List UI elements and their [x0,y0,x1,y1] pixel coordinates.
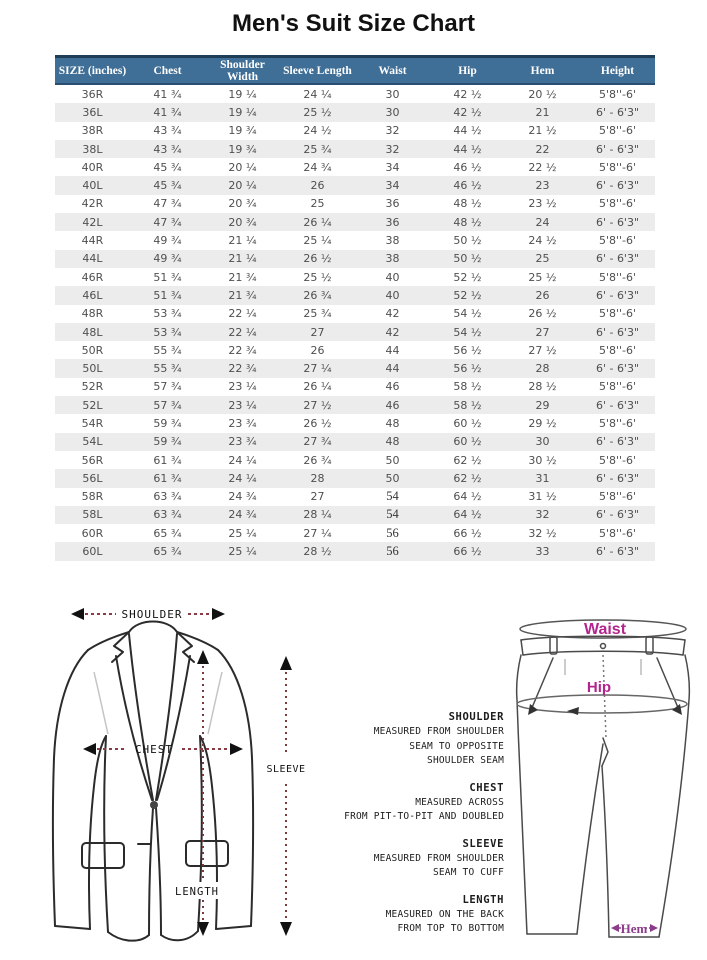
hip-label: Hip [586,679,612,696]
table-cell: 52R [81,380,104,394]
table-cell: 44L [55,250,130,268]
table-cell: 26 ½ [280,250,355,268]
table-cell: 6' - 6'3" [580,103,655,121]
table-cell: 48 [355,433,430,451]
table-cell: 66 ½ [430,542,505,560]
jacket-button [150,801,158,809]
table-cell: 49 ¾ [130,250,205,268]
table-cell: 26 ½ [528,307,557,321]
table-cell: 30 [385,87,400,101]
table-cell: 30 [505,433,580,451]
definition-line: MEASURED FROM SHOULDER [373,852,504,864]
table-cell: 20 ½ [528,87,557,101]
header-row [55,57,655,85]
table-cell: 56 ½ [430,359,505,377]
table-cell: 24 [505,213,580,231]
table-cell: 28 ½ [280,542,355,560]
col-header-waist: Waist [355,57,430,85]
table-cell: 48 [385,416,400,430]
table-cell: 6' - 6'3" [580,469,655,487]
table-cell: 29 [505,396,580,414]
table-row [55,84,655,103]
definition-term: SLEEVE [462,837,504,850]
definition-term: LENGTH [462,893,504,906]
table-cell: 5'8''-6' [598,380,637,394]
table-row [55,268,655,286]
shoulder-measure [71,608,225,621]
measurement-definitions [326,710,504,949]
table-cell: 33 [505,542,580,560]
table-cell: 23 ¾ [228,416,257,430]
table-cell: 21 ¼ [228,234,257,248]
table-row [55,378,655,396]
table-cell: 52L [55,396,130,414]
table-cell: 29 ½ [528,416,557,430]
table-cell: 27 ¼ [303,526,332,540]
table-cell: 6' - 6'3" [580,323,655,341]
table-cell: 58L [55,506,130,524]
table-cell: 36R [81,87,104,101]
table-row [55,433,655,451]
table-row [55,103,655,121]
table-cell: 20 ¼ [228,160,257,174]
table-cell: 26 ¼ [303,380,332,394]
table-cell: 64 ½ [430,506,505,524]
table-cell: 24 ¼ [303,87,332,101]
table-cell: 61 ¾ [130,469,205,487]
definition-sleeve [326,837,504,881]
table-cell: 42 [355,323,430,341]
table-cell: 24 ¾ [205,506,280,524]
table-cell: 24 ½ [303,124,332,138]
table-cell: 25 ¾ [303,307,332,321]
hem-measure [611,921,658,936]
hem-label: Hem [620,921,648,936]
table-cell: 48 ½ [430,213,505,231]
table-cell: 43 ¾ [130,140,205,158]
table-cell: 64 ½ [453,490,482,504]
table-row [55,488,655,506]
table-cell: 53 ¾ [130,323,205,341]
table-row [55,396,655,414]
definition-term: SHOULDER [448,711,504,723]
table-cell: 23 [505,176,580,194]
table-cell: 27 ½ [528,343,557,357]
table-cell: 46L [55,286,130,304]
table-cell: 50R [81,343,104,357]
table-cell: 5'8''-6' [598,490,637,504]
table-cell: 25 [310,197,325,211]
table-cell: 59 ¾ [130,433,205,451]
table-row [55,524,655,542]
table-cell: 6' - 6'3" [580,396,655,414]
table-cell: 27 [505,323,580,341]
table-cell: 26 [505,286,580,304]
table-cell: 40R [81,160,104,174]
table-cell: 54 [355,506,430,524]
table-cell: 25 ¼ [303,234,332,248]
table-cell: 50 ½ [430,250,505,268]
shoulder-label: SHOULDER [121,608,183,621]
table-cell: 24 ¾ [303,160,332,174]
col-header-height: Height [580,57,655,85]
table-cell: 27 ½ [280,396,355,414]
table-cell: 50 [385,453,400,467]
table-cell: 6' - 6'3" [580,176,655,194]
table-cell: 26 [310,343,325,357]
table-cell: 63 ¾ [153,490,182,504]
table-cell: 34 [385,160,400,174]
table-cell: 32 [505,506,580,524]
table-cell: 28 [280,469,355,487]
table-cell: 60 ½ [453,416,482,430]
table-row [55,305,655,323]
table-cell: 40L [55,176,130,194]
table-cell: 32 ½ [528,526,557,540]
table-cell: 34 [355,176,430,194]
table-cell: 27 [280,323,355,341]
table-cell: 22 ¼ [205,323,280,341]
table-cell: 46 [385,380,400,394]
page-title: Men's Suit Size Chart [231,10,476,37]
table-cell: 21 ½ [528,124,557,138]
table-cell: 58R [81,490,104,504]
table-row [55,359,655,377]
table-cell: 40 [385,270,400,284]
table-cell: 52 ½ [453,270,482,284]
definition-length [326,893,504,937]
table-cell: 24 ¼ [205,469,280,487]
definition-line: FROM PIT-TO-PIT AND DOUBLED [344,811,504,822]
table-cell: 62 ½ [430,469,505,487]
table-cell: 42 [385,307,400,321]
table-cell: 42 ½ [453,87,482,101]
col-header-sleeve-length: Sleeve Length [280,57,355,85]
table-row [55,195,655,213]
table-cell: 55 ¾ [130,359,205,377]
jacket-collar [129,622,177,633]
table-cell: 36 [385,197,400,211]
definition-line: FROM TOP TO BOTTOM [397,923,504,934]
table-cell: 22 ¼ [228,307,257,321]
table-cell: 5'8''-6' [598,270,637,284]
table-cell: 53 ¾ [153,307,182,321]
definition-shoulder [326,710,504,769]
pants-diagram [513,612,701,950]
table-cell: 5'8''-6' [598,234,637,248]
table-row [55,286,655,304]
table-cell: 56R [81,453,104,467]
table-cell: 36 [355,213,430,231]
table-cell: 30 [355,103,430,121]
table-cell: 41 ¾ [153,87,182,101]
table-cell: 28 ¼ [280,506,355,524]
table-cell: 51 ¾ [130,286,205,304]
length-label: LENGTH [175,886,219,898]
table-cell: 56 [386,525,399,540]
chest-measure [83,743,243,756]
table-cell: 6' - 6'3" [580,506,655,524]
table-cell: 40 [355,286,430,304]
table-cell: 27 ¾ [280,433,355,451]
table-cell: 52 ½ [430,286,505,304]
table-cell: 5'8''-6' [598,124,637,138]
sleeve-measure [266,656,305,936]
definition-line: MEASURED ACROSS [415,796,504,808]
table-cell: 32 [355,140,430,158]
table-cell: 46 [355,396,430,414]
jacket-diagram [28,586,312,958]
table-cell: 51 ¾ [153,270,182,284]
table-cell: 57 ¾ [130,396,205,414]
table-cell: 23 ½ [528,197,557,211]
table-cell: 5'8''-6' [598,160,637,174]
table-cell: 45 ¾ [130,176,205,194]
table-cell: 27 [310,490,325,504]
table-cell: 20 ¾ [205,213,280,231]
table-row [55,451,655,469]
table-cell: 56 [355,542,430,560]
table-cell: 50 [355,469,430,487]
definition-line: MEASURED ON THE BACK [385,908,504,920]
table-cell: 44 ½ [430,140,505,158]
table-cell: 46R [81,270,104,284]
table-cell: 25 ¾ [280,140,355,158]
table-cell: 50 ½ [453,234,482,248]
size-table-header [55,57,655,85]
table-cell: 27 ¼ [280,359,355,377]
table-cell: 58 ½ [453,380,482,394]
table-cell: 6' - 6'3" [580,250,655,268]
table-cell: 25 ½ [528,270,557,284]
size-table-container [55,55,655,561]
table-cell: 26 ½ [303,416,332,430]
table-row [55,323,655,341]
table-cell: 5'8''-6' [598,343,637,357]
table-cell: 20 ¼ [205,176,280,194]
table-cell: 47 ¾ [130,213,205,231]
col-header-chest: Chest [130,57,205,85]
table-cell: 45 ¾ [153,160,182,174]
definition-chest [326,781,504,825]
table-cell: 21 [505,103,580,121]
table-cell: 44R [81,234,104,248]
table-row [55,176,655,194]
table-cell: 6' - 6'3" [580,433,655,451]
table-row [55,414,655,432]
definition-line: SHOULDER SEAM [427,755,504,766]
size-table-body [55,84,655,561]
table-cell: 56L [55,469,130,487]
table-cell: 31 [505,469,580,487]
table-cell: 58 ½ [430,396,505,414]
table-cell: 38R [81,124,104,138]
table-cell: 54 ½ [430,323,505,341]
table-cell: 38 [355,250,430,268]
table-cell: 22 ½ [528,160,557,174]
table-cell: 55 ¾ [153,343,182,357]
table-cell: 46 ½ [430,176,505,194]
table-cell: 59 ¾ [153,416,182,430]
table-cell: 22 ¾ [205,359,280,377]
table-cell: 44 [355,359,430,377]
table-cell: 54 [386,489,399,504]
table-cell: 26 ¾ [280,286,355,304]
table-cell: 47 ¾ [153,197,182,211]
table-cell: 22 ¾ [228,343,257,357]
table-cell: 36L [55,103,130,121]
table-cell: 56 ½ [453,343,482,357]
table-cell: 22 [505,140,580,158]
table-cell: 19 ¼ [228,87,257,101]
table-cell: 48L [55,323,130,341]
table-cell: 63 ¾ [130,506,205,524]
table-cell: 25 ¼ [228,526,257,540]
table-row [55,506,655,524]
table-cell: 23 ¼ [228,380,257,394]
waist-label: Waist [583,621,627,638]
col-header-hip: Hip [430,57,505,85]
table-cell: 5'8''-6' [598,307,637,321]
table-row [55,469,655,487]
table-cell: 54L [55,433,130,451]
table-cell: 21 ¾ [228,270,257,284]
table-row [55,341,655,359]
table-cell: 31 ½ [528,490,557,504]
table-cell: 60R [81,526,104,540]
table-cell: 50L [55,359,130,377]
table-cell: 24 ¼ [228,453,257,467]
table-cell: 65 ¾ [130,542,205,560]
table-cell: 25 ¼ [205,542,280,560]
table-row [55,140,655,158]
table-row [55,122,655,140]
table-cell: 32 [385,124,400,138]
hip-ellipse [517,695,687,713]
table-cell: 42 ½ [430,103,505,121]
table-cell: 28 [505,359,580,377]
table-cell: 26 ¼ [280,213,355,231]
size-table [55,55,655,561]
table-row [55,231,655,249]
table-cell: 6' - 6'3" [580,359,655,377]
table-cell: 24 ½ [528,234,557,248]
table-cell: 41 ¾ [130,103,205,121]
table-cell: 42L [55,213,130,231]
table-cell: 5'8''-6' [598,453,637,467]
table-cell: 38L [55,140,130,158]
table-cell: 57 ¾ [153,380,182,394]
table-cell: 43 ¾ [153,124,182,138]
table-cell: 19 ¾ [228,124,257,138]
table-row [55,250,655,268]
table-cell: 6' - 6'3" [580,286,655,304]
table-cell: 54R [81,416,104,430]
table-cell: 30 ½ [528,453,557,467]
table-cell: 48 ½ [453,197,482,211]
table-cell: 6' - 6'3" [580,213,655,231]
table-cell: 25 ½ [303,270,332,284]
table-cell: 48R [81,307,104,321]
table-cell: 54 ½ [453,307,482,321]
col-header-hem: Hem [505,57,580,85]
table-cell: 46 ½ [453,160,482,174]
table-cell: 5'8''-6' [598,416,637,430]
table-cell: 60L [55,542,130,560]
table-cell: 23 ¼ [205,396,280,414]
table-cell: 6' - 6'3" [580,140,655,158]
table-cell: 62 ½ [453,453,482,467]
chest-label: CHEST [134,743,174,756]
table-cell: 25 [505,250,580,268]
table-row [55,542,655,560]
definition-term: CHEST [469,781,504,794]
table-cell: 6' - 6'3" [580,542,655,560]
table-cell: 42R [81,197,104,211]
table-cell: 26 [280,176,355,194]
table-cell: 21 ¼ [205,250,280,268]
table-cell: 28 ½ [528,380,557,394]
table-cell: 26 ¾ [303,453,332,467]
table-cell: 5'8''-6' [598,87,637,101]
table-cell: 24 ¾ [228,490,257,504]
table-cell: 60 ½ [430,433,505,451]
table-cell: 19 ¾ [205,140,280,158]
table-cell: 5'8''-6' [598,197,637,211]
sleeve-label: SLEEVE [266,764,306,775]
table-cell: 23 ¾ [205,433,280,451]
table-cell: 44 [385,343,400,357]
table-cell: 19 ¼ [205,103,280,121]
table-cell: 49 ¾ [153,234,182,248]
col-header-shoulder-width: Shoulder Width [205,57,280,85]
table-cell: 21 ¾ [205,286,280,304]
table-cell: 25 ½ [280,103,355,121]
col-header-size: SIZE (inches) [55,57,130,85]
table-cell: 5'8''-6' [598,526,637,540]
table-row [55,213,655,231]
definition-line: MEASURED FROM SHOULDER [373,726,504,737]
length-measure [166,650,228,936]
table-cell: 61 ¾ [153,453,182,467]
table-cell: 65 ¾ [153,526,182,540]
table-row [55,158,655,176]
table-cell: 20 ¾ [228,197,257,211]
table-cell: 66 ½ [453,526,482,540]
definition-line: SEAM TO OPPOSITE [409,740,504,752]
definition-line: SEAM TO CUFF [432,867,504,878]
table-cell: 38 [385,234,400,248]
table-cell: 44 ½ [453,124,482,138]
